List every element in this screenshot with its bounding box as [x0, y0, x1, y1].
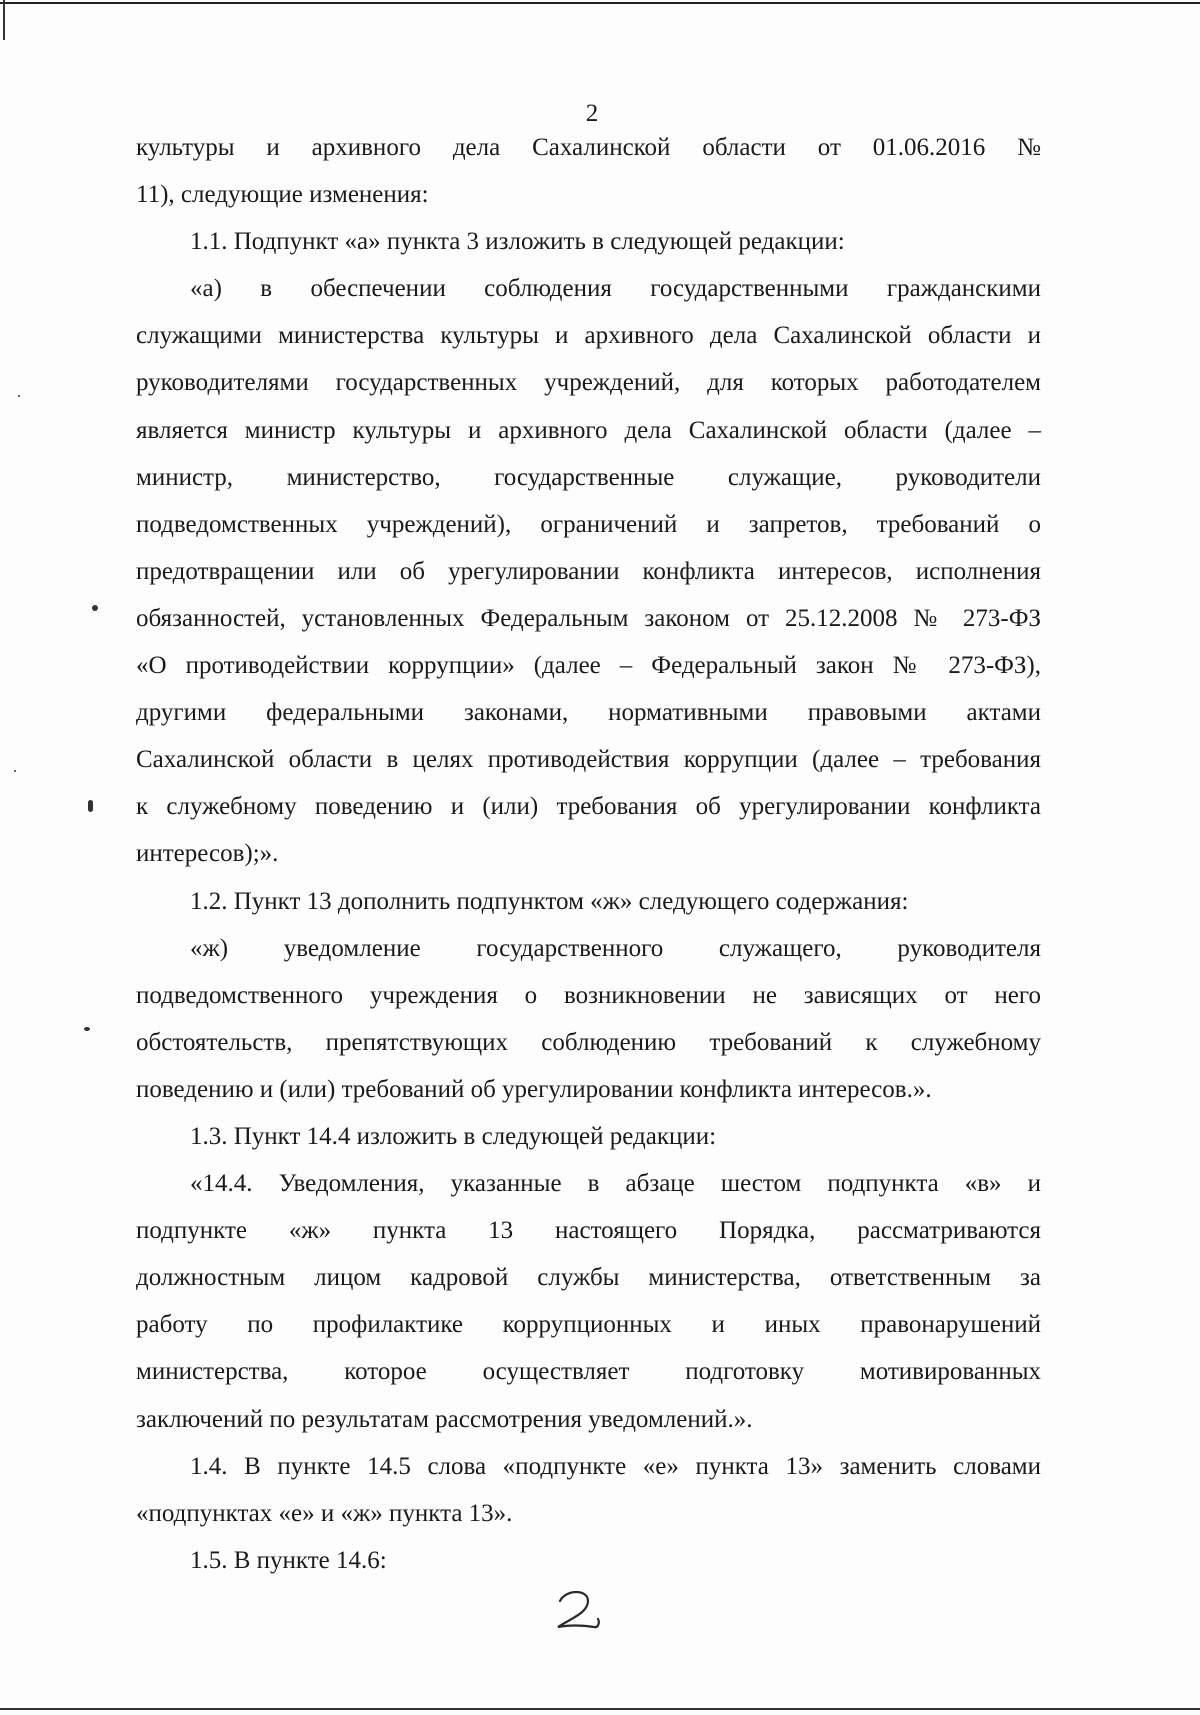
text-line: 1.2. Пункт 13 дополнить подпунктом «ж» следующего содержания: — [190, 887, 909, 915]
text-line: к служебному поведению и (или) требования об урегулировании конфликта — [136, 793, 1041, 821]
text-line: 1.1. Подпункт «а» пункта 3 изложить в следующей редакции: — [190, 228, 845, 256]
text-line: «О противодействии коррупции» (далее – Федеральный закон № 273-ФЗ), — [136, 652, 1041, 680]
text-line: «подпунктах «е» и «ж» пункта 13». — [136, 1499, 513, 1527]
text-line: подведомственного учреждения о возникновении не зависящих от него — [136, 981, 1041, 1009]
text-line: министр, министерство, государственные служащие, руководители — [136, 463, 1041, 491]
text-line: обстоятельств, препятствующих соблюдению требований к служебному — [136, 1028, 1041, 1056]
text-line: Сахалинской области в целях противодействия коррупции (далее – требования — [136, 746, 1041, 774]
scan-speck — [88, 800, 93, 812]
text-line: подведомственных учреждений), ограничений и запретов, требований о — [136, 510, 1041, 538]
text-line: поведению и (или) требований об урегулировании конфликта интересов.». — [136, 1075, 932, 1103]
text-line: обязанностей, установленных Федеральным законом от 25.12.2008 № 273-ФЗ — [136, 604, 1041, 632]
text-line: «ж) уведомление государственного служащего, руководителя — [190, 934, 1041, 962]
text-line: «а) в обеспечении соблюдения государственными гражданскими — [190, 275, 1041, 303]
handwritten-page-number — [548, 1585, 608, 1635]
scan-speck — [18, 395, 20, 397]
text-line: служащими министерства культуры и архивного дела Сахалинской области и — [136, 322, 1041, 350]
text-line: другими федеральными законами, нормативными правовыми актами — [136, 699, 1041, 727]
text-line: является министр культуры и архивного дела Сахалинской области (далее – — [136, 416, 1041, 444]
text-line: должностным лицом кадровой службы министерства, ответственным за — [136, 1264, 1041, 1292]
scan-speck — [14, 770, 16, 772]
text-line: 1.5. В пункте 14.6: — [190, 1546, 387, 1574]
scan-speck — [92, 605, 98, 611]
text-line: работу по профилактике коррупционных и иных правонарушений — [136, 1311, 1041, 1339]
text-line: министерства, которое осуществляет подготовку мотивированных — [136, 1358, 1041, 1386]
text-line: 1.4. В пункте 14.5 слова «подпункте «е» пункта 13» заменить словами — [190, 1452, 1041, 1480]
page-number: 2 — [585, 100, 599, 127]
text-line: подпункте «ж» пункта 13 настоящего Порядка, рассматриваются — [136, 1217, 1041, 1245]
text-line: интересов);». — [136, 840, 279, 868]
text-line: руководителями государственных учреждений, для которых работодателем — [136, 369, 1041, 397]
text-line: культуры и архивного дела Сахалинской области от 01.06.2016 № — [136, 134, 1041, 161]
scan-speck — [84, 1027, 90, 1031]
scan-bottom-border — [0, 1708, 1200, 1710]
text-line: предотвращении или об урегулировании конфликта интересов, исполнения — [136, 557, 1041, 585]
text-line: 1.3. Пункт 14.4 изложить в следующей редакции: — [190, 1122, 717, 1150]
scan-top-border — [0, 2, 1200, 4]
document-body — [136, 124, 1041, 1584]
text-line: «14.4. Уведомления, указанные в абзаце шестом подпункта «в» и — [190, 1170, 1041, 1198]
text-line: 11), следующие изменения: — [136, 181, 429, 209]
text-line: заключений по результатам рассмотрения уведомлений.». — [136, 1405, 753, 1433]
scan-left-border — [3, 0, 5, 40]
